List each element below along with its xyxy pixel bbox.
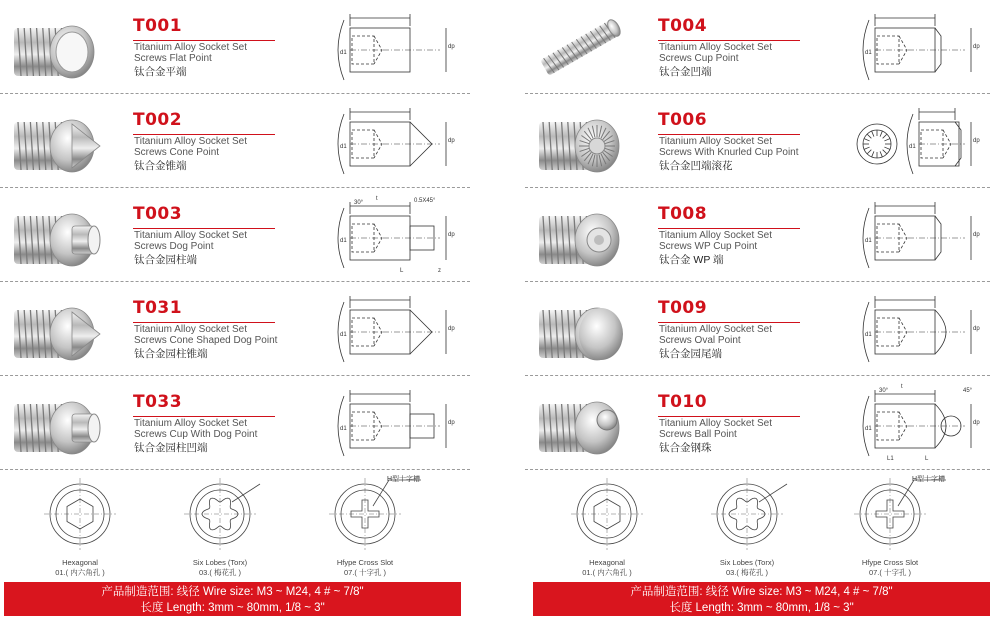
dim-label-l: L xyxy=(925,456,929,462)
drive-label: 01.( 内六角孔 ) xyxy=(55,568,105,577)
product-row-t004 xyxy=(525,0,990,94)
product-row-t033 xyxy=(0,376,470,470)
technical-drawing-knurl xyxy=(855,100,985,182)
product-desc-line2: Screws WP Cup Point xyxy=(659,241,758,252)
dim-label-d1: d1 xyxy=(340,144,347,150)
screw-photo-flat xyxy=(10,8,102,86)
product-desc-cn: 钛合金园尾端 xyxy=(659,348,722,360)
product-desc-line2: Screws Oval Point xyxy=(659,335,741,346)
drawing-lines xyxy=(338,296,455,362)
torx-icon-shape xyxy=(711,478,787,550)
drawing-lines xyxy=(863,296,980,362)
technical-drawing-flat xyxy=(330,6,460,88)
product-code: T010 xyxy=(658,392,708,412)
dim-label-l1: L1 xyxy=(887,456,894,462)
size-range-banner xyxy=(4,582,461,616)
product-code: T033 xyxy=(133,392,183,412)
product-row-t008 xyxy=(525,188,990,282)
title-underline xyxy=(658,40,800,41)
torx-icon xyxy=(160,474,280,558)
product-desc-line1: Titanium Alloy Socket Set xyxy=(134,42,248,53)
drive-label: 07.( 十字孔 ) xyxy=(343,568,387,577)
screw-body xyxy=(14,26,94,78)
product-desc-cn: 钛合金平端 xyxy=(134,66,187,78)
screw-photo-cone xyxy=(10,102,102,180)
drawing-lines xyxy=(863,202,980,268)
dim-label-dp: dp xyxy=(448,44,455,50)
screw-body xyxy=(14,120,100,172)
dim-label-d1: d1 xyxy=(865,50,872,56)
product-desc-line2: Screws Cup Point xyxy=(659,53,739,64)
title-underline xyxy=(658,134,800,135)
product-code: T002 xyxy=(133,110,183,130)
drawing-lines xyxy=(857,108,980,174)
hex-icon xyxy=(547,474,667,558)
technical-drawing-ball xyxy=(855,382,985,464)
dim-label-dp: dp xyxy=(448,232,455,238)
drive-name: Hfype Cross Slot xyxy=(336,558,394,567)
dim-label-angle: 30° xyxy=(354,200,364,206)
product-desc-cn: 钛合金凹端滚花 xyxy=(659,160,733,172)
technical-drawing-cone xyxy=(330,100,460,182)
drive-torx xyxy=(687,474,807,577)
banner-wire-size: 产品制造范围: 线径 Wire size: M3 ~ M24, 4 # ~ 7/8" xyxy=(101,586,364,598)
screw-photo-cup xyxy=(535,8,627,86)
banner-length: 长度 Length: 3mm ~ 80mm, 1/8 ~ 3" xyxy=(669,602,854,614)
drawing-lines xyxy=(863,384,980,462)
title-underline xyxy=(133,322,275,323)
dim-label-d1: d1 xyxy=(865,238,872,244)
cross-slot-icon-shape xyxy=(854,478,946,550)
dim-label-l: L xyxy=(400,268,404,274)
product-desc-line1: Titanium Alloy Socket Set xyxy=(659,418,773,429)
drive-label: 07.( 十字孔 ) xyxy=(868,568,912,577)
dim-label-d1: d1 xyxy=(865,332,872,338)
product-code: T009 xyxy=(658,298,708,318)
cross-slot-callout: H型十字槽 xyxy=(387,476,421,483)
dim-label-d1: d1 xyxy=(340,238,347,244)
dim-label-dp: dp xyxy=(448,138,455,144)
product-row-t003 xyxy=(0,188,470,282)
product-row-t001 xyxy=(0,0,470,94)
drive-hexagonal xyxy=(547,474,667,577)
product-code: T006 xyxy=(658,110,708,130)
banner-wire-size: 产品制造范围: 线径 Wire size: M3 ~ M24, 4 # ~ 7/8" xyxy=(630,586,893,598)
title-underline xyxy=(133,134,275,135)
drive-torx xyxy=(160,474,280,577)
drawing-lines xyxy=(338,108,455,174)
technical-drawing-wp xyxy=(855,194,985,276)
drive-cross-slot xyxy=(830,474,950,577)
dim-label-dp: dp xyxy=(973,232,980,238)
product-desc-cn: 钛合金 WP 端 xyxy=(659,254,724,266)
dim-label-dp: dp xyxy=(448,326,455,332)
title-underline xyxy=(133,416,275,417)
dim-label-dp: dp xyxy=(973,44,980,50)
product-desc-line1: Titanium Alloy Socket Set xyxy=(659,230,773,241)
title-underline xyxy=(133,40,275,41)
product-row-t031 xyxy=(0,282,470,376)
technical-drawing-conedog xyxy=(330,288,460,370)
drawing-lines xyxy=(338,390,455,456)
screw-photo-cupdog xyxy=(10,384,102,462)
cross-slot-icon xyxy=(830,474,950,558)
hex-icon-shape xyxy=(44,478,116,550)
dim-label-d1: d1 xyxy=(865,426,872,432)
product-desc-line2: Screws Ball Point xyxy=(659,429,737,440)
product-desc-line1: Titanium Alloy Socket Set xyxy=(134,418,248,429)
dim-label-angle45: 45° xyxy=(963,388,973,394)
screw-body xyxy=(539,308,623,360)
product-code: T003 xyxy=(133,204,183,224)
product-code: T001 xyxy=(133,16,183,36)
cross-slot-callout: H型十字槽 xyxy=(912,476,946,483)
title-underline xyxy=(133,228,275,229)
product-row-t010 xyxy=(525,376,990,470)
product-desc-line2: Screws With Knurled Cup Point xyxy=(659,147,799,158)
drive-cross-slot xyxy=(305,474,425,577)
screw-photo-oval xyxy=(535,290,627,368)
dim-label-z: z xyxy=(438,268,441,274)
drive-name: Hfype Cross Slot xyxy=(861,558,919,567)
screw-body xyxy=(14,402,100,454)
drive-name: Six Lobes (Torx) xyxy=(192,558,248,567)
product-desc-cn: 钛合金园柱锥端 xyxy=(134,348,208,360)
hex-icon-shape xyxy=(571,478,643,550)
left-catalog-column xyxy=(0,0,470,626)
product-desc-cn: 钛合金钢珠 xyxy=(659,442,712,454)
row-divider xyxy=(525,469,990,470)
product-desc-cn: 钛合金锥端 xyxy=(134,160,187,172)
cross-slot-icon-shape xyxy=(329,478,421,550)
screw-body xyxy=(539,402,619,454)
screw-body xyxy=(539,214,619,266)
title-underline xyxy=(658,322,800,323)
drive-label: 01.( 内六角孔 ) xyxy=(582,568,632,577)
hex-icon xyxy=(20,474,140,558)
dim-label-angle: 30° xyxy=(879,388,889,394)
screw-body xyxy=(14,308,100,360)
drive-name: Hexagonal xyxy=(589,558,625,567)
product-desc-line1: Titanium Alloy Socket Set xyxy=(134,136,248,147)
dim-label-t: t xyxy=(376,196,378,202)
screw-body xyxy=(14,214,100,266)
drawing-lines xyxy=(863,14,980,80)
title-underline xyxy=(658,228,800,229)
drive-label: 03.( 梅花孔 ) xyxy=(198,568,242,577)
drawing-lines xyxy=(338,14,455,80)
product-desc-cn: 钛合金园柱凹端 xyxy=(134,442,208,454)
product-desc-line2: Screws Cone Shaped Dog Point xyxy=(134,335,278,346)
screw-photo-conedog xyxy=(10,290,102,368)
screw-body xyxy=(539,120,619,172)
dim-label-dp: dp xyxy=(973,326,980,332)
product-desc-cn: 钛合金凹端 xyxy=(659,66,712,78)
product-code: T031 xyxy=(133,298,183,318)
product-desc-line2: Screws Flat Point xyxy=(134,53,212,64)
dim-label-d1: d1 xyxy=(340,426,347,432)
banner-length: 长度 Length: 3mm ~ 80mm, 1/8 ~ 3" xyxy=(140,602,325,614)
drive-hexagonal xyxy=(20,474,140,577)
product-desc-cn: 钛合金园柱端 xyxy=(134,254,197,266)
product-code: T004 xyxy=(658,16,708,36)
dim-label-d1: d1 xyxy=(909,144,916,150)
product-desc-line1: Titanium Alloy Socket Set xyxy=(659,136,773,147)
cross-slot-icon xyxy=(305,474,425,558)
product-desc-line1: Titanium Alloy Socket Set xyxy=(134,324,248,335)
screw-body xyxy=(540,18,623,76)
screw-photo-knurl xyxy=(535,102,627,180)
screw-photo-dog xyxy=(10,196,102,274)
product-desc-line2: Screws Cup With Dog Point xyxy=(134,429,258,440)
product-code: T008 xyxy=(658,204,708,224)
technical-drawing-cupdog xyxy=(330,382,460,464)
dim-label-dp: dp xyxy=(973,420,980,426)
drive-name: Six Lobes (Torx) xyxy=(719,558,775,567)
size-range-banner xyxy=(533,582,990,616)
dim-label-t: t xyxy=(901,384,903,390)
dim-label-d1: d1 xyxy=(340,332,347,338)
product-row-t002 xyxy=(0,94,470,188)
technical-drawing-oval xyxy=(855,288,985,370)
product-desc-line2: Screws Dog Point xyxy=(134,241,214,252)
product-desc-line1: Titanium Alloy Socket Set xyxy=(134,230,248,241)
product-desc-line2: Screws Cone Point xyxy=(134,147,220,158)
screw-photo-ball xyxy=(535,384,627,462)
torx-icon-shape xyxy=(184,478,260,550)
row-divider xyxy=(0,469,470,470)
right-catalog-column xyxy=(525,0,990,626)
dim-label-chamfer: 0.5X45° xyxy=(414,198,436,204)
screw-photo-wp xyxy=(535,196,627,274)
drive-label: 03.( 梅花孔 ) xyxy=(725,568,769,577)
product-row-t009 xyxy=(525,282,990,376)
dim-label-dp: dp xyxy=(973,138,980,144)
technical-drawing-dog xyxy=(330,194,460,276)
dim-label-d1: d1 xyxy=(340,50,347,56)
title-underline xyxy=(658,416,800,417)
torx-icon xyxy=(687,474,807,558)
product-desc-line1: Titanium Alloy Socket Set xyxy=(659,42,773,53)
product-row-t006 xyxy=(525,94,990,188)
dim-label-dp: dp xyxy=(448,420,455,426)
product-desc-line1: Titanium Alloy Socket Set xyxy=(659,324,773,335)
technical-drawing-cup xyxy=(855,6,985,88)
drawing-lines xyxy=(338,196,455,274)
drive-name: Hexagonal xyxy=(62,558,98,567)
